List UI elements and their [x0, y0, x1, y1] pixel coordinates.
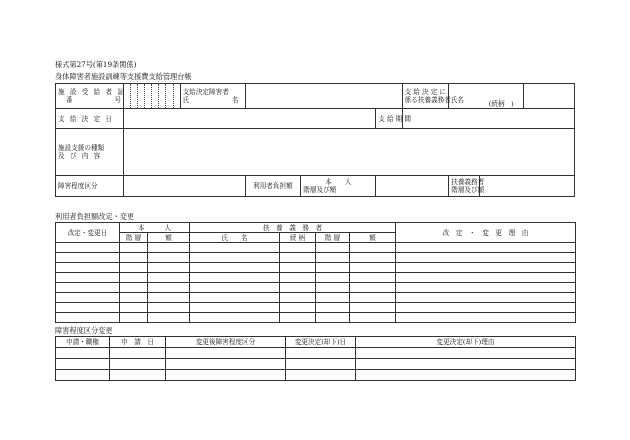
decision-date-label: 支 給 決 定 日: [56, 109, 124, 129]
service-type-field[interactable]: [123, 129, 574, 176]
supporter-extra-field[interactable]: [524, 84, 575, 109]
disability-class-field[interactable]: [123, 176, 245, 197]
service-type-label: 施設支援の種類 及 び 内 容: [56, 129, 124, 176]
user-burden-label: 利用者負担額: [245, 176, 301, 197]
recipient-number-digit[interactable]: [138, 84, 145, 109]
apply-date-header: 申 請 日: [110, 337, 166, 348]
obligor-header: 扶 養 義 務 者: [190, 223, 396, 233]
obligor-name-header: 氏 名: [190, 233, 280, 243]
recipient-number-label: 施 設 受 給 者 証 番 号: [56, 84, 124, 109]
class-section-heading: 障害程度区分変更: [55, 326, 113, 335]
table-row: [56, 253, 576, 263]
recipient-number-digit[interactable]: [166, 84, 173, 109]
obligor-burden-label: 扶養義務者 階層及び額: [449, 176, 479, 197]
table-row: [56, 313, 576, 323]
burden-section-heading: 利用者負担額改定・変更: [55, 212, 135, 221]
main-ledger-table: [55, 83, 575, 197]
application-header: 申請・職権: [56, 337, 110, 348]
table-row: [56, 263, 576, 273]
table-row: [56, 293, 576, 303]
decision-reason-header: 変更決定(却下)理由: [356, 337, 576, 348]
disability-class-label: 障害程度区分: [56, 176, 124, 197]
self-burden-field[interactable]: [376, 176, 449, 197]
reason-header: 改 定 ・ 変 更 理 由: [396, 223, 576, 243]
page-title: 身体障害者施設訓練等支援費支給管理台帳: [55, 72, 192, 81]
decision-date-field[interactable]: [123, 109, 375, 129]
decided-person-name-field[interactable]: [245, 84, 402, 109]
table-row: [56, 303, 576, 313]
obligor-level-header: 階 層: [316, 233, 350, 243]
recipient-number-digit[interactable]: [145, 84, 152, 109]
decided-person-label: 支給決定障害者 氏 名: [180, 84, 245, 109]
supporter-label: 支 給 決 定 に 係る扶養義務者氏名: [402, 84, 449, 109]
obligor-relation-header: 続 柄: [280, 233, 316, 243]
form-number: 様式第27号(第19条関係): [55, 60, 137, 69]
recipient-number-digit[interactable]: [152, 84, 159, 109]
burden-change-table: [55, 222, 576, 323]
class-change-table: [55, 336, 576, 381]
recipient-number-digit[interactable]: [131, 84, 138, 109]
table-row: [56, 359, 576, 370]
decision-date-header: 変更決定(却下)日: [286, 337, 356, 348]
obligor-burden-field[interactable]: [479, 176, 574, 197]
table-row: [56, 283, 576, 293]
table-row: [56, 370, 576, 381]
obligor-amount-header: 額: [350, 233, 396, 243]
recipient-number-digit[interactable]: [173, 84, 180, 109]
table-row: [56, 348, 576, 359]
self-level-header: 階 層: [120, 233, 148, 243]
relation-label: (続柄 ): [488, 100, 514, 108]
new-class-header: 変更後障害程度区分: [166, 337, 286, 348]
self-header: 本 人: [120, 223, 190, 233]
recipient-number-digit[interactable]: [159, 84, 166, 109]
self-burden-label: 本 人 階層及び額: [301, 176, 376, 197]
self-amount-header: 額: [148, 233, 190, 243]
period-field[interactable]: [402, 109, 574, 129]
table-row: [56, 273, 576, 283]
period-label: 支 給 期 間: [376, 109, 402, 129]
table-row: [56, 243, 576, 253]
change-date-header: 改定・変更日: [56, 223, 120, 243]
